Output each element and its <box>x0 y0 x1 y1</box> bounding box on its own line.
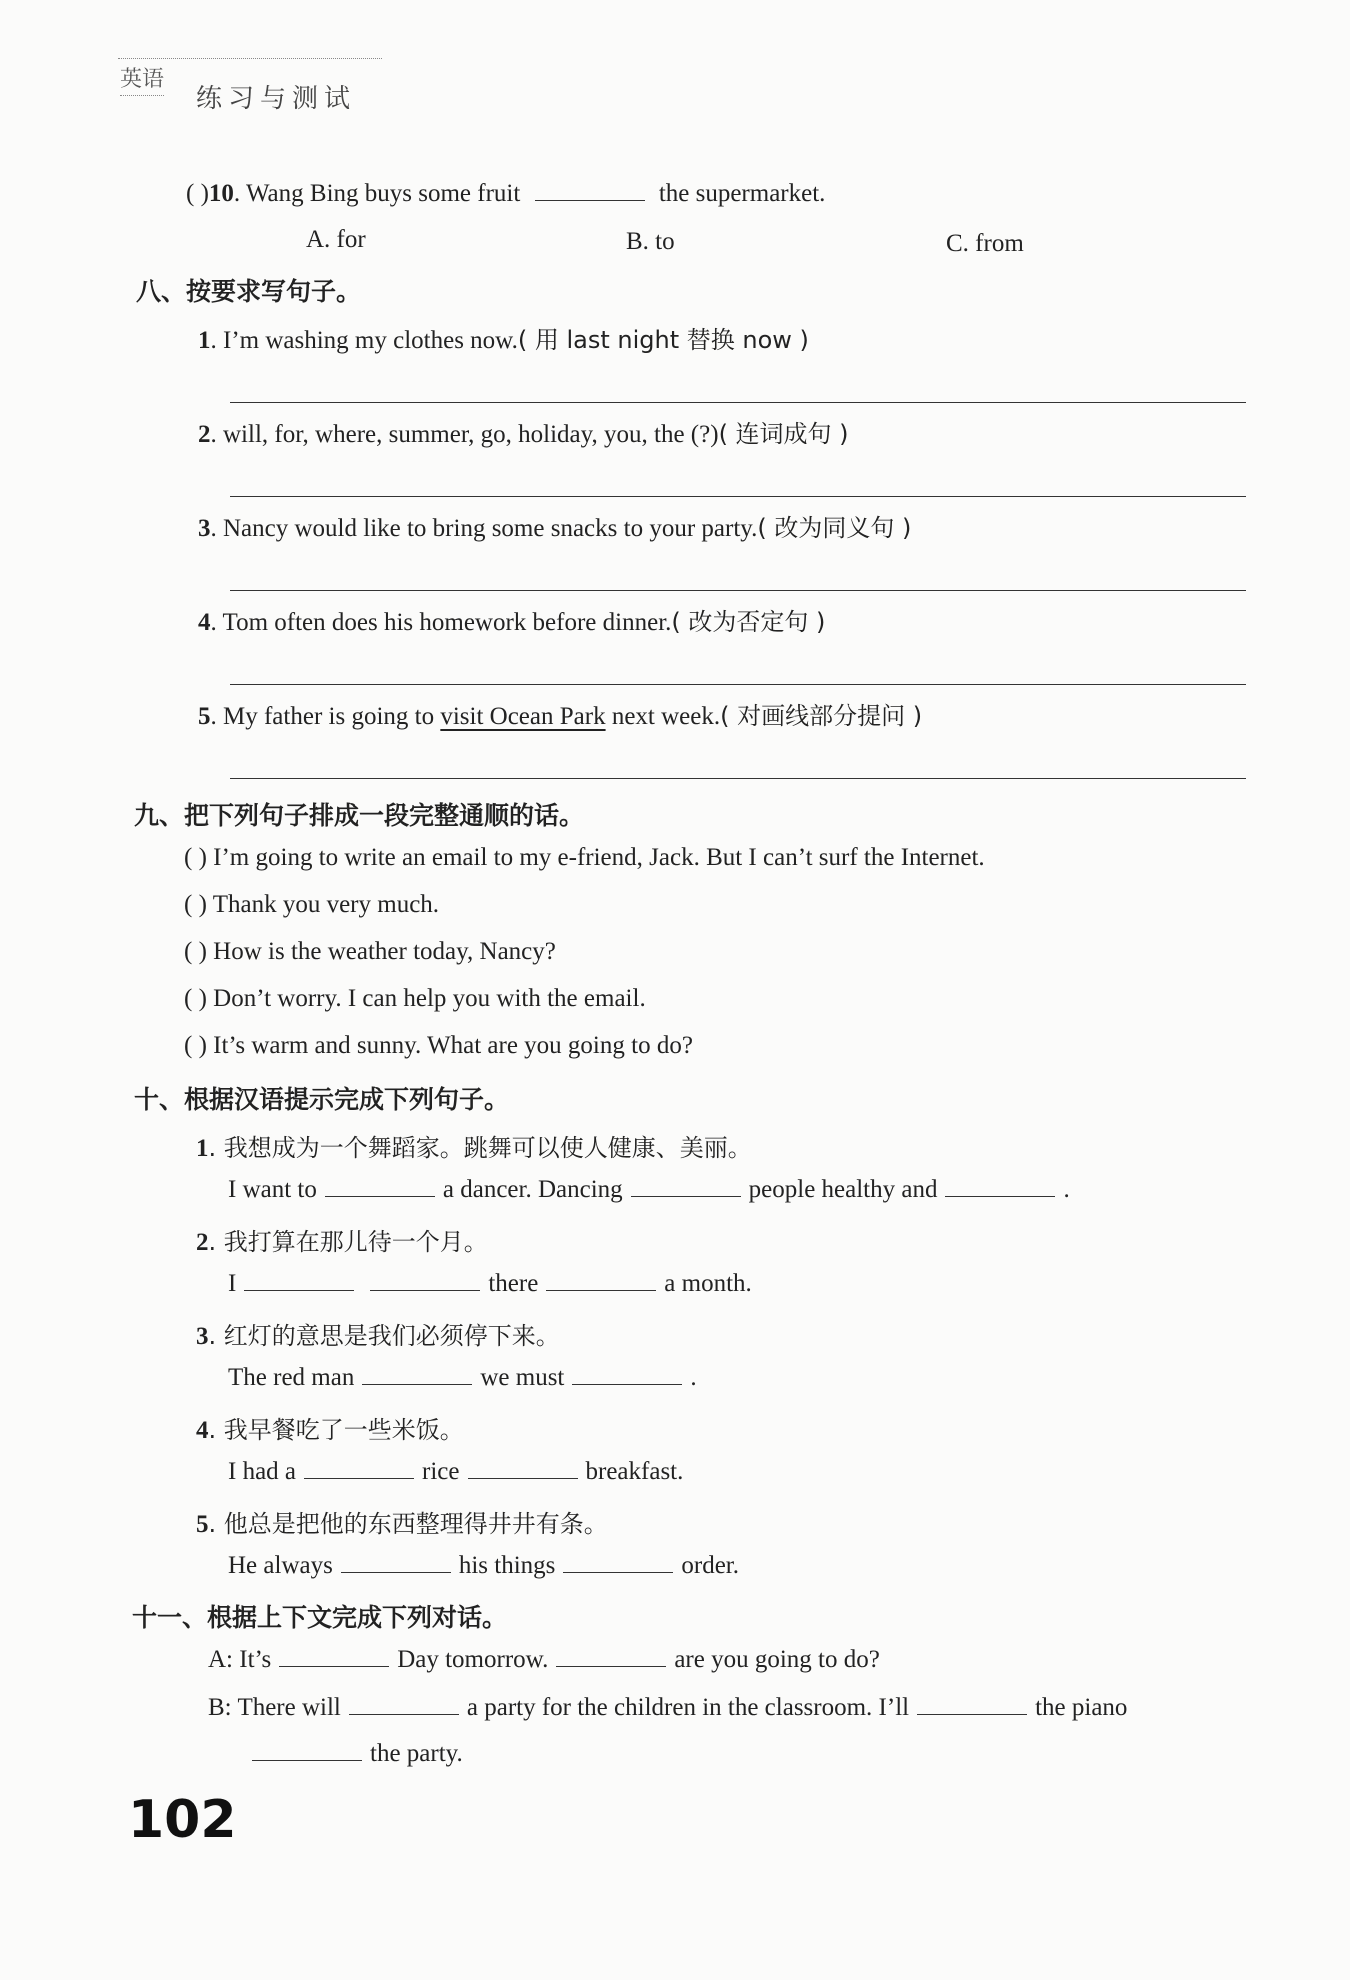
s11-b-part-2: a party for the children in the classroom. I’ll <box>466 1694 910 1721</box>
header-subject: 英语 <box>120 62 164 96</box>
q10-paren: ( ) <box>186 180 209 207</box>
s10-item-1-part-4: . <box>1063 1176 1070 1203</box>
s9-item-3-text: How is the weather today, Nancy? <box>213 938 556 965</box>
header-title: 练习与测试 <box>196 84 357 114</box>
s8-item-5-underlined: visit Ocean Park <box>440 703 606 730</box>
s10-item-2-blank-1[interactable] <box>244 1289 354 1291</box>
s8-answer-line-3[interactable] <box>230 590 1246 591</box>
s9-item-3-paren[interactable]: ( ) <box>184 938 207 965</box>
s11-speaker-b: B: <box>208 1694 232 1721</box>
s8-answer-line-1[interactable] <box>230 402 1246 403</box>
s11-a-part-3: are you going to do? <box>674 1646 880 1673</box>
s10-item-1-num: 1 <box>196 1135 209 1162</box>
s10-item-2-en <box>228 1270 752 1298</box>
s10-item-3-blank-2[interactable] <box>572 1383 682 1385</box>
s9-item-5 <box>184 1032 693 1060</box>
s10-item-4-blank-2[interactable] <box>468 1477 578 1479</box>
s11-line-b2 <box>244 1740 463 1768</box>
s10-item-2-num: 2 <box>196 1229 209 1256</box>
q10-text-before: . Wang Bing buys some fruit <box>233 180 521 207</box>
s11-b-part-3: the piano <box>1035 1694 1128 1721</box>
s8-item-2-hint: ( 连词成句 ) <box>718 420 849 448</box>
q10-option-c[interactable]: C. from <box>946 230 1024 257</box>
s10-item-4-cn-text: . 我早餐吃了一些米饭。 <box>208 1416 464 1444</box>
s10-item-4-part-1: I had a <box>228 1458 297 1485</box>
s9-item-3 <box>184 938 556 966</box>
s8-item-3-hint: ( 改为同义句 ) <box>757 514 912 542</box>
s8-answer-line-5[interactable] <box>230 778 1246 779</box>
q10-number: 10 <box>208 180 234 207</box>
s8-item-5-num: 5 <box>198 703 211 730</box>
s10-item-5-num: 5 <box>196 1511 209 1538</box>
s8-item-2-text: . will, for, where, summer, go, holiday, you, the (?) <box>210 421 719 448</box>
s10-item-3-en <box>228 1364 697 1392</box>
s8-item-2-num: 2 <box>198 421 211 448</box>
s8-item-1-num: 1 <box>198 327 211 354</box>
section10-title: 十、根据汉语提示完成下列句子。 <box>134 1085 510 1114</box>
q10-line <box>186 180 825 208</box>
s11-line-a <box>208 1646 880 1674</box>
s10-item-1-part-3: people healthy and <box>748 1176 938 1203</box>
s10-item-2-blank-2[interactable] <box>370 1289 480 1291</box>
s9-item-2-paren[interactable]: ( ) <box>184 891 207 918</box>
s8-item-5-text-before: . My father is going to <box>210 703 441 730</box>
s10-item-1-en <box>228 1176 1070 1204</box>
s9-item-1-text: I’m going to write an email to my e-friend, Jack. But I can’t surf the Internet. <box>213 844 985 871</box>
s10-item-5-en <box>228 1552 739 1580</box>
s10-item-3-cn <box>196 1316 560 1351</box>
s10-item-5-cn <box>196 1504 608 1539</box>
s10-item-5-blank-1[interactable] <box>341 1571 451 1573</box>
q10-option-b[interactable]: B. to <box>626 228 675 255</box>
s11-line-b <box>208 1694 1127 1722</box>
s10-item-5-blank-2[interactable] <box>563 1571 673 1573</box>
s10-item-3-part-3: . <box>690 1364 697 1391</box>
s10-item-5-part-2: his things <box>458 1552 556 1579</box>
s9-item-1 <box>184 844 985 872</box>
s8-item-3 <box>198 508 911 543</box>
s10-item-1-blank-1[interactable] <box>325 1195 435 1197</box>
s8-answer-line-4[interactable] <box>230 684 1246 685</box>
q10-text-after: the supermarket. <box>658 180 826 207</box>
s10-item-4-cn <box>196 1410 464 1445</box>
s11-a-part-2: Day tomorrow. <box>397 1646 549 1673</box>
s8-item-4-hint: ( 改为否定句 ) <box>671 608 826 636</box>
s8-item-2 <box>198 414 849 449</box>
section8-title: 八、按要求写句子。 <box>136 277 362 306</box>
s10-item-1-cn <box>196 1128 752 1163</box>
s10-item-3-cn-text: . 红灯的意思是我们必须停下来。 <box>208 1322 560 1350</box>
s10-item-1-blank-2[interactable] <box>631 1195 741 1197</box>
s10-item-2-part-1: I <box>228 1270 237 1297</box>
s9-item-5-text: It’s warm and sunny. What are you going to do? <box>213 1032 693 1059</box>
s8-item-5 <box>198 696 922 731</box>
section11-title: 十一、根据上下文完成下列对话。 <box>132 1603 508 1632</box>
s11-a-blank-1[interactable] <box>279 1665 389 1667</box>
s10-item-2-part-3: there <box>488 1270 539 1297</box>
s9-item-2 <box>184 891 439 919</box>
s10-item-1-part-2: a dancer. Dancing <box>442 1176 623 1203</box>
s9-item-4-paren[interactable]: ( ) <box>184 985 207 1012</box>
s10-item-4-en <box>228 1458 683 1486</box>
q10-option-a[interactable]: A. for <box>306 226 366 253</box>
s10-item-2-part-4: a month. <box>664 1270 752 1297</box>
s11-b-blank-2[interactable] <box>917 1713 1027 1715</box>
s8-item-3-num: 3 <box>198 515 211 542</box>
s10-item-1-part-1: I want to <box>228 1176 317 1203</box>
s10-item-4-blank-1[interactable] <box>304 1477 414 1479</box>
s8-item-4-text: . Tom often does his homework before dinner. <box>210 609 672 636</box>
s9-item-2-text: Thank you very much. <box>212 891 440 918</box>
s8-answer-line-2[interactable] <box>230 496 1246 497</box>
s8-item-5-text-after: next week. <box>605 703 721 730</box>
section9-title: 九、把下列句子排成一段完整通顺的话。 <box>134 801 585 830</box>
s10-item-1-cn-text: . 我想成为一个舞蹈家。跳舞可以使人健康、美丽。 <box>208 1134 752 1162</box>
s8-item-4-num: 4 <box>198 609 211 636</box>
s10-item-1-blank-3[interactable] <box>945 1195 1055 1197</box>
q10-blank[interactable] <box>535 199 645 201</box>
s10-item-2-cn <box>196 1222 488 1257</box>
s10-item-3-blank-1[interactable] <box>362 1383 472 1385</box>
s9-item-5-paren[interactable]: ( ) <box>184 1032 207 1059</box>
s8-item-1 <box>198 320 809 355</box>
s10-item-2-blank-3[interactable] <box>546 1289 656 1291</box>
s10-item-5-part-3: order. <box>681 1552 739 1579</box>
s11-b-part-1: There will <box>237 1694 341 1721</box>
s10-item-3-num: 3 <box>196 1323 209 1350</box>
s10-item-4-part-2: rice <box>422 1458 460 1485</box>
s10-item-5-part-1: He always <box>228 1552 333 1579</box>
s9-item-1-paren[interactable]: ( ) <box>184 844 207 871</box>
s8-item-5-hint: ( 对画线部分提问 ) <box>720 702 923 730</box>
s9-item-4 <box>184 985 646 1013</box>
s11-b2-part-1: the party. <box>370 1740 463 1767</box>
s11-a-blank-2[interactable] <box>556 1665 666 1667</box>
s10-item-3-part-1: The red man <box>228 1364 355 1391</box>
s10-item-5-cn-text: . 他总是把他的东西整理得井井有条。 <box>208 1510 608 1538</box>
s11-b-blank-1[interactable] <box>349 1713 459 1715</box>
s9-item-4-text: Don’t worry. I can help you with the email. <box>213 985 646 1012</box>
page-number: 102 <box>128 1790 237 1850</box>
s10-item-3-part-2: we must <box>480 1364 565 1391</box>
s8-item-3-text: . Nancy would like to bring some snacks to your party. <box>210 515 758 542</box>
s10-item-4-part-3: breakfast. <box>585 1458 684 1485</box>
s8-item-1-text: . I’m washing my clothes now. <box>210 327 518 354</box>
s8-item-1-hint: ( 用 last night 替换 now ) <box>517 326 809 354</box>
header-dotted-rule <box>118 58 382 61</box>
s11-a-part-1: It’s <box>239 1646 272 1673</box>
s11-b2-blank-1[interactable] <box>252 1759 362 1761</box>
s11-speaker-a: A: <box>208 1646 233 1673</box>
s8-item-4 <box>198 602 825 637</box>
s10-item-2-cn-text: . 我打算在那儿待一个月。 <box>208 1228 488 1256</box>
s10-item-4-num: 4 <box>196 1417 209 1444</box>
